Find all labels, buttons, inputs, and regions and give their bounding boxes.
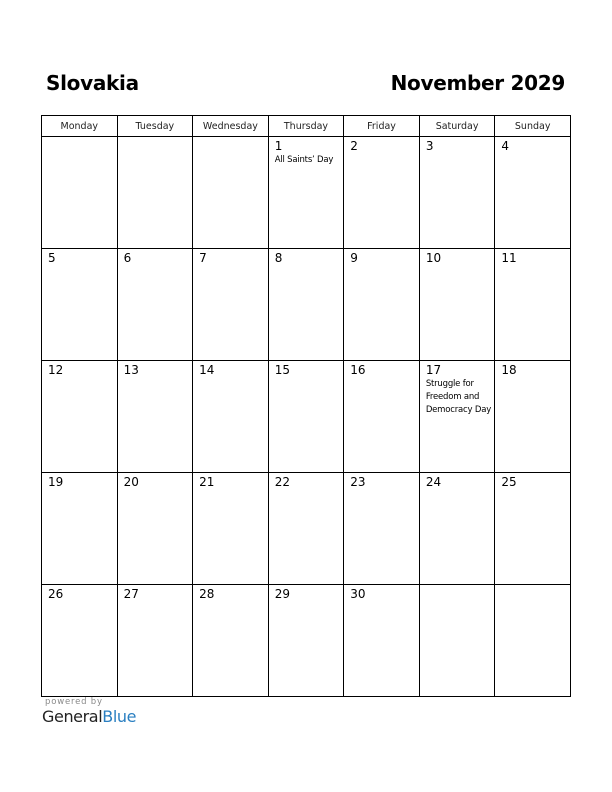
day-number: 4 (501, 139, 510, 153)
day-cell (344, 361, 420, 473)
weekday-header: Saturday (419, 116, 495, 137)
day-cell (268, 473, 344, 585)
day-cell (419, 473, 495, 585)
month-year-title: November 2029 (390, 71, 565, 95)
day-cell (419, 361, 495, 473)
day-number: 14 (199, 363, 215, 377)
day-cell (193, 361, 269, 473)
day-cell (42, 585, 118, 697)
day-cell (268, 585, 344, 697)
day-number: 13 (123, 363, 139, 377)
day-number: 7 (199, 251, 207, 265)
week-row (42, 473, 571, 585)
day-number: 2 (350, 139, 358, 153)
day-number: 21 (199, 475, 215, 489)
weekday-header: Thursday (268, 116, 344, 137)
day-number: 26 (48, 587, 64, 601)
brand-blue: Blue (102, 707, 137, 726)
day-cell (268, 361, 344, 473)
week-row (42, 585, 571, 697)
day-cell (268, 249, 344, 361)
day-cell (419, 137, 495, 249)
day-cell (42, 473, 118, 585)
weekday-header: Monday (42, 116, 118, 137)
day-number: 23 (350, 475, 366, 489)
day-number: 28 (199, 587, 215, 601)
day-number: 24 (425, 475, 442, 489)
day-cell (117, 361, 193, 473)
day-cell (117, 137, 193, 249)
day-number: 11 (501, 251, 517, 265)
day-cell (42, 137, 118, 249)
day-number: 8 (274, 251, 283, 265)
day-number: 6 (123, 251, 132, 265)
weekday-header: Wednesday (193, 116, 269, 137)
day-number: 1 (274, 139, 283, 153)
day-cell (117, 585, 193, 697)
weekday-header: Friday (344, 116, 420, 137)
day-number: 9 (350, 251, 358, 265)
day-number: 3 (425, 139, 434, 153)
day-number: 22 (274, 475, 290, 489)
day-number: 18 (501, 363, 517, 377)
day-number: 19 (48, 475, 64, 489)
day-cell (495, 473, 571, 585)
brand-general: General (42, 707, 103, 726)
day-number: 29 (274, 587, 290, 601)
day-number: 10 (425, 251, 442, 265)
day-cell (117, 249, 193, 361)
day-cell (495, 361, 571, 473)
day-number: 30 (350, 587, 366, 601)
day-cell (193, 473, 269, 585)
day-cell (344, 473, 420, 585)
day-cell (117, 473, 193, 585)
weekday-header: Sunday (495, 116, 571, 137)
day-number: 25 (501, 475, 517, 489)
day-cell (344, 137, 420, 249)
powered-by-label: powered by (45, 697, 103, 707)
country-title: Slovakia (46, 71, 139, 95)
weekday-header: Tuesday (117, 116, 193, 137)
weekday-header-row (42, 116, 571, 137)
day-number: 16 (350, 363, 366, 377)
day-cell (193, 137, 269, 249)
day-number: 12 (48, 363, 64, 377)
day-number: 20 (123, 475, 139, 489)
day-number: 15 (274, 363, 290, 377)
day-cell (193, 585, 269, 697)
day-cell (42, 361, 118, 473)
day-number: 27 (123, 587, 139, 601)
calendar-grid (41, 115, 571, 697)
day-number: 17 (425, 363, 442, 377)
day-cell (344, 585, 420, 697)
day-cell (495, 137, 571, 249)
holiday-label: All Saints’ Day (274, 155, 334, 165)
week-row (42, 361, 571, 473)
day-cell (268, 137, 344, 249)
day-number: 5 (48, 251, 56, 265)
holiday-label: Struggle for Freedom and Democracy Day (425, 379, 492, 415)
day-cell (419, 249, 495, 361)
day-cell (495, 249, 571, 361)
week-row (42, 249, 571, 361)
day-cell (42, 249, 118, 361)
day-cell (419, 585, 495, 697)
day-cell (495, 585, 571, 697)
day-cell (193, 249, 269, 361)
generalblue-logo[interactable] (42, 707, 136, 726)
day-cell (344, 249, 420, 361)
week-row (42, 137, 571, 249)
